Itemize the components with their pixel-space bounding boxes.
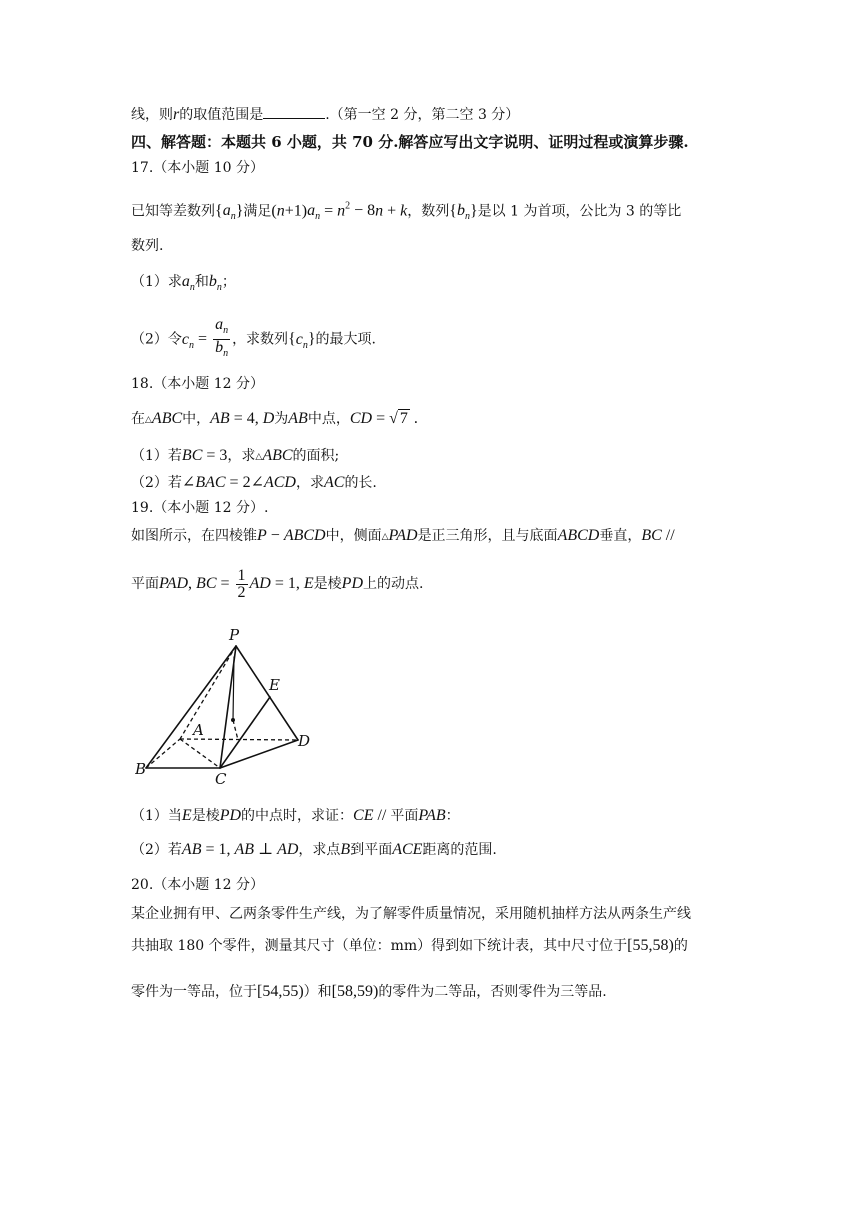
q17-part2: （2）令$c_n$ = $\frac{a_n}{b_n}$ ，求数列$\{c_n\}$的最大项. bbox=[131, 316, 376, 360]
foot-hidden bbox=[233, 720, 238, 740]
label-A: A bbox=[193, 721, 204, 739]
label-D: D bbox=[298, 732, 311, 750]
q20-statement-2: 共抽取 180 个零件，测量其尺寸（单位：mm）得到如下统计表，其中尺寸位于[55,58)的 bbox=[131, 937, 688, 954]
q20-statement-1: 某企业拥有甲、乙两条零件生产线，为了解零件质量情况，采用随机抽样方法从两条生产线 bbox=[131, 906, 691, 922]
q19-part2: （2）若AB = 1, AB ⊥ AD，求点B到平面ACE距离的范围. bbox=[131, 841, 497, 858]
q19-part1: （1）当E是棱PD的中点时，求证：CE // 平面PAB： bbox=[131, 807, 460, 824]
text: 线，则 bbox=[131, 107, 173, 123]
edge-BA-hidden bbox=[146, 739, 180, 768]
edge-CD bbox=[220, 740, 298, 768]
q20-statement-3: 零件为一等品，位于[54,55)）和[58,59)的零件为二等品，否则零件为三等品. bbox=[131, 983, 607, 1000]
q19-statement: 如图所示，在四棱锥P − ABCD中，侧面△PAD是正三角形，且与底面ABCD垂直，BC // bbox=[131, 527, 675, 544]
q18-part1: （1）若BC = 3，求△ABC的面积; bbox=[131, 447, 340, 464]
pyramid-figure bbox=[135, 622, 325, 787]
edge-PD bbox=[236, 646, 298, 740]
edge-AD-hidden bbox=[180, 739, 298, 740]
q19-heading: 19.（本小题 12 分）. bbox=[131, 500, 269, 516]
math-var: r bbox=[173, 106, 180, 123]
q18-statement: 在△ABC中，AB = 4, D为AB中点，CD = √ 7 . bbox=[131, 410, 418, 427]
section-heading: 四、解答题：本题共 6 小题，共 70 分.解答应写出文字说明、证明过程或演算步骤. bbox=[131, 133, 689, 151]
q17-statement-cont: 数列. bbox=[131, 238, 164, 254]
foot-point bbox=[231, 718, 235, 722]
label-E: E bbox=[269, 676, 280, 694]
label-B: B bbox=[135, 760, 147, 778]
q19-statement-cont: 平面PAD, BC = $\frac{1}{2}$ AD = 1, E是棱PD上的动点. bbox=[131, 566, 424, 601]
edge-AC-hidden bbox=[180, 739, 220, 768]
q18-heading: 18.（本小题 12 分） bbox=[131, 376, 264, 392]
answer-blank[interactable] bbox=[263, 106, 325, 119]
q17-heading: 17.（本小题 10 分） bbox=[131, 160, 264, 176]
q17-statement: 已知等差数列$\{a_n\}$满足$(n+1)a_n = n^2 - 8n + k$，数列$\{b_n\}$是以 1 为首项，公比为 3 的等比 bbox=[131, 201, 682, 223]
text: 的取值范围是 bbox=[179, 107, 264, 123]
label-P: P bbox=[229, 626, 240, 644]
q18-part2: （2）若∠BAC = 2∠ACD，求AC的长. bbox=[131, 474, 377, 491]
q17-part1: （1）求$a_n$和$b_n$； bbox=[131, 273, 236, 294]
text: .（第一空 2 分，第二空 3 分） bbox=[325, 107, 520, 123]
fill-blank-line bbox=[131, 105, 519, 125]
q20-heading: 20.（本小题 12 分） bbox=[131, 877, 264, 893]
label-C: C bbox=[215, 770, 227, 787]
edge-PA-hidden bbox=[180, 646, 236, 739]
